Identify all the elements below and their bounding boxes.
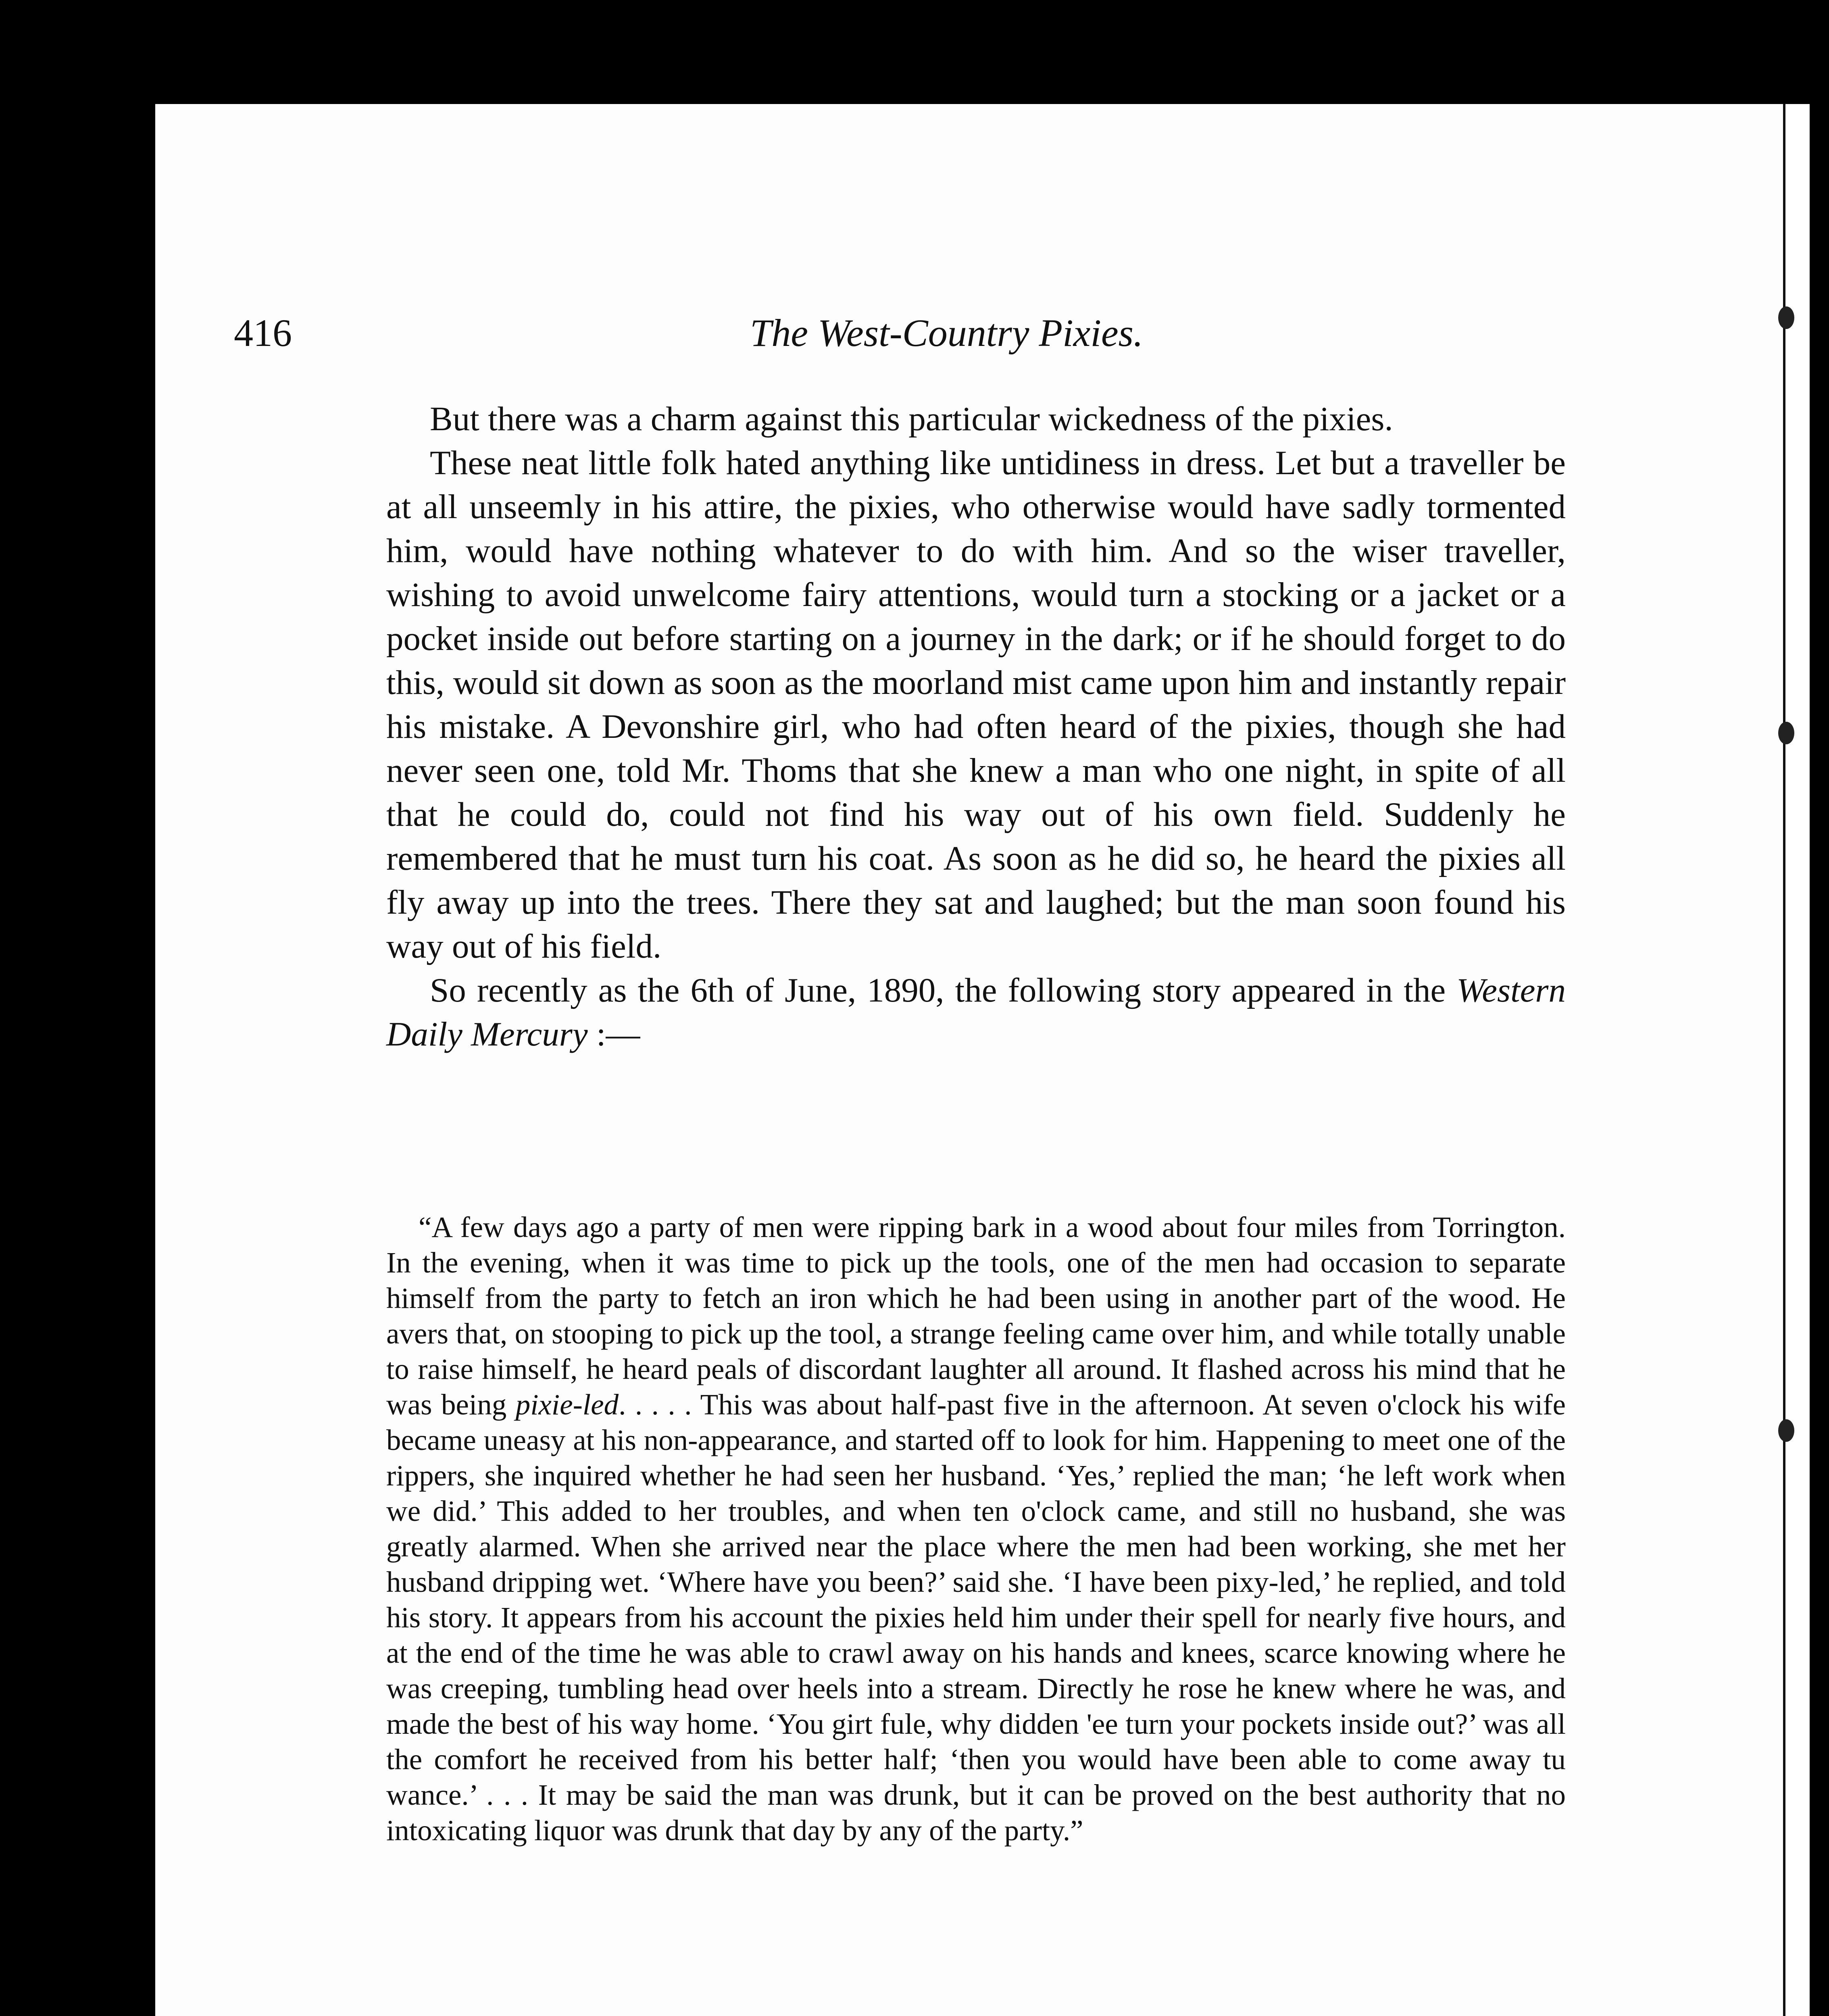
book-spine [1783,104,1810,2016]
quote-text: . . . . . This was about half-past five in the afternoon. At seven o'clock his wife became uneasy at his non-appearance, and started off to look for him. Happening to meet one of the rippers, she inquired whether he had seen her husband. ‘Yes,’ replied the man; ‘he left work when we did.’ This added to her troubles, and when ten o'clock came, and still no husband, she was greatly alarmed. When she arrived near the place where the men had been working, she met her husband dripping wet. ‘Where have you been?’ said she. ‘I have been pixy-led,’ he replied, and told his story. It appears from his account the pixies held him under their spell for nearly five hours, and at the end of the time he was able to crawl away on his hands and knees, scarce knowing where he was creeping, tumbling head over heels into a stream. Directly he rose he knew where he was, and made the best of his way home. ‘You girt fule, why didden 'ee turn your pockets inside out?’ was all the comfort he received from his better half; ‘then you would have been able to come away tu wance.’ . . . It may be said the man was drunk, but it can be proved on the best authority that no intoxicating liquor was drunk that day by any of the party.” [386,1388,1566,1847]
running-head [234,310,1564,367]
page-number: 416 [234,311,292,354]
paragraph-text: :— [587,1015,640,1053]
binding-mark [1778,306,1794,329]
binding-mark [1778,1419,1794,1442]
paragraph: But there was a charm against this particular wickedness of the pixies. [430,400,1393,438]
block-quote [386,1210,1566,1848]
paragraph: These neat little folk hated anything like untidiness in dress. Let but a traveller be at all unseemly in his attire, the pixies, who otherwise would have sadly tormented him, would have nothing whatever to do with him. And so the wiser traveller, wishing to avoid unwelcome fairy attentions, would turn a stocking or a jacket or a pocket inside out before starting on a journey in the dark; or if he should forget to do this, would sit down as soon as the moorland mist came upon him and instantly repair his mistake. A Devonshire girl, who had often heard of the pixies, though she had never seen one, told Mr. Thoms that she knew a man who one night, in spite of all that he could do, could not find his way out of his own field. Suddenly he remembered that he must turn his coat. As soon as he did so, he heard the pixies all fly away up into the trees. There they sat and laughed; but the man soon found his way out of his field. [386,444,1566,965]
body-text [386,397,1566,1056]
paragraph [386,968,1566,1056]
paragraph-text: So recently as the 6th of June, 1890, the following story appeared in the [430,971,1457,1009]
quote-text: “A few days ago a party of men were ripping bark in a wood about four miles from Torrington. In the evening, when it was time to pick up the tools, one of the men had occasion to separate himself from the party to fetch an iron which he had been using in another part of the wood. He avers that, on stooping to pick up the tool, a strange feeling came over him, and while totally unable to raise himself, he heard peals of discordant laughter all around. It flashed across his mind that he was being [386,1211,1566,1421]
quote-emphasis: pixie-led [515,1388,619,1421]
quote-paragraph [386,1210,1566,1848]
binding-mark [1778,722,1794,744]
newspaper-title: Western Daily Mercury [386,971,1566,1053]
running-title: The West-Country Pixies. [750,311,1143,354]
